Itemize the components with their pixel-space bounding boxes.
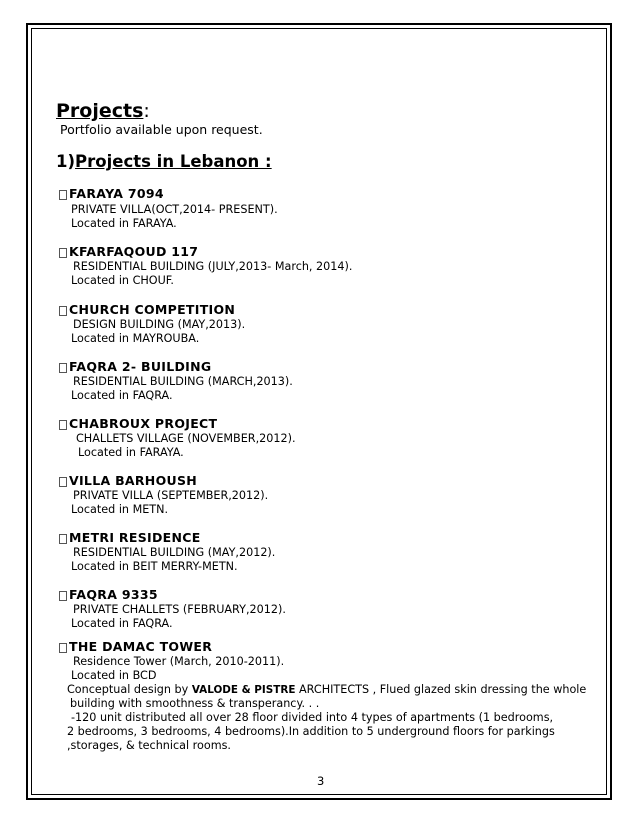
section-heading bbox=[56, 152, 272, 171]
page-title-text: Projects bbox=[56, 100, 144, 122]
project-title: FARAYA 7094 bbox=[69, 186, 164, 201]
project-detail: RESIDENTIAL BUILDING (JULY,2013- March, 2014). bbox=[73, 260, 353, 273]
project-title: CHURCH COMPETITION bbox=[69, 302, 236, 317]
bullet-icon bbox=[59, 306, 67, 316]
bullet-icon bbox=[59, 534, 67, 544]
project-location: Located in MAYROUBA. bbox=[71, 332, 200, 345]
damac-design-line-2: building with smoothness & transperancy. . . bbox=[70, 697, 320, 710]
project-detail: CHALLETS VILLAGE (NOVEMBER,2012). bbox=[76, 432, 296, 445]
project-detail: RESIDENTIAL BUILDING (MAY,2012). bbox=[73, 546, 276, 559]
project-location: Located in FAQRA. bbox=[71, 389, 173, 402]
project-detail: PRIVATE CHALLETS (FEBRUARY,2012). bbox=[73, 603, 286, 616]
damac-design-suffix: ARCHITECTS , Flued glazed skin dressing the whole bbox=[295, 683, 587, 696]
portfolio-note: Portfolio available upon request. bbox=[60, 122, 263, 137]
bullet-icon bbox=[59, 190, 67, 200]
project-title: FAQRA 9335 bbox=[69, 587, 158, 602]
page-title bbox=[56, 100, 150, 122]
damac-units-line-1: -120 unit distributed all over 28 floor divided into 4 types of apartments (1 bedrooms, bbox=[71, 711, 554, 724]
project-detail: PRIVATE VILLA(OCT,2014- PRESENT). bbox=[71, 203, 278, 216]
project-location: Located in BEIT MERRY-METN. bbox=[71, 560, 238, 573]
project-title: METRI RESIDENCE bbox=[69, 530, 201, 545]
bullet-icon bbox=[59, 643, 67, 653]
project-location: Located in FARAYA. bbox=[71, 217, 177, 230]
project-title: VILLA BARHOUSH bbox=[69, 473, 198, 488]
project-detail: DESIGN BUILDING (MAY,2013). bbox=[73, 318, 246, 331]
bullet-icon bbox=[59, 420, 67, 430]
section-number: 1) bbox=[56, 152, 76, 171]
project-location: Located in CHOUF. bbox=[71, 274, 174, 287]
project-detail: Residence Tower (March, 2010-2011). bbox=[73, 655, 285, 668]
architect-name: VALODE & PISTRE bbox=[191, 684, 296, 696]
project-detail: PRIVATE VILLA (SEPTEMBER,2012). bbox=[73, 489, 269, 502]
project-title: KFARFAQOUD 117 bbox=[69, 244, 199, 259]
damac-design-line bbox=[67, 683, 586, 696]
section-title: Projects in Lebanon : bbox=[75, 152, 272, 171]
bullet-icon bbox=[59, 363, 67, 373]
bullet-icon bbox=[59, 248, 67, 258]
page-number: 3 bbox=[317, 774, 325, 788]
project-title: CHABROUX PROJECT bbox=[69, 416, 218, 431]
project-title: THE DAMAC TOWER bbox=[69, 639, 213, 654]
project-location: Located in FAQRA. bbox=[71, 617, 173, 630]
damac-units-line-3: ,storages, & technical rooms. bbox=[67, 739, 231, 752]
damac-units-line-2: 2 bedrooms, 3 bedrooms, 4 bedrooms).In addition to 5 underground floors for parkings bbox=[67, 725, 555, 738]
project-detail: RESIDENTIAL BUILDING (MARCH,2013). bbox=[73, 375, 293, 388]
project-location: Located in FARAYA. bbox=[78, 446, 184, 459]
bullet-icon bbox=[59, 591, 67, 601]
bullet-icon bbox=[59, 477, 67, 487]
project-title: FAQRA 2- BUILDING bbox=[69, 359, 212, 374]
damac-design-prefix: Conceptual design by bbox=[67, 683, 192, 696]
page-title-colon: : bbox=[143, 100, 150, 122]
project-location: Located in METN. bbox=[71, 503, 169, 516]
project-location: Located in BCD bbox=[71, 669, 157, 682]
